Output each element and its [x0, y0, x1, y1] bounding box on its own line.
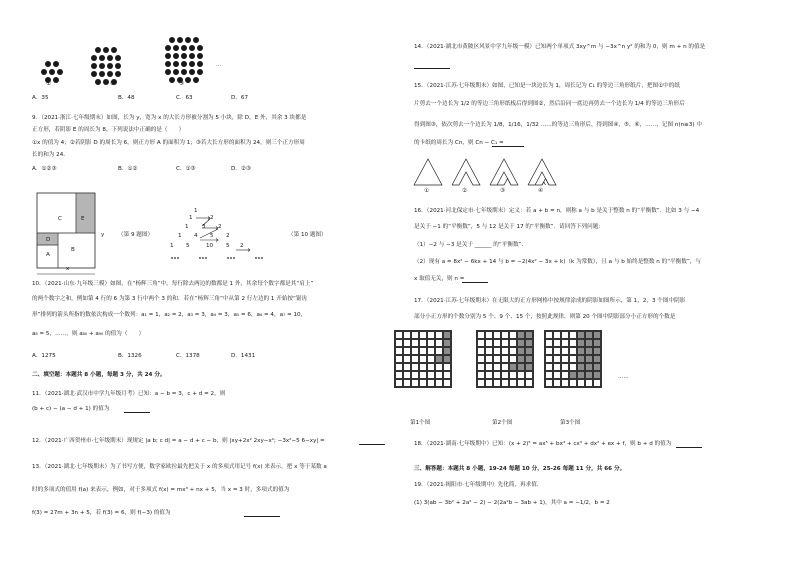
q9-label-b: B: [71, 247, 75, 253]
dot-pattern-2: [91, 47, 121, 85]
q10-tri-r4c4: 2: [226, 233, 230, 239]
q10-text-4: a₈ = 5，……，则 a₈₀ + a₉₀ 的值为（ ）: [32, 331, 145, 337]
q9-text-4: 长的和为 24．: [32, 152, 69, 158]
q9-option-a: A．①②③: [32, 166, 57, 172]
q8-fig-ellipsis: ...: [216, 62, 222, 68]
q10-tri-r3c3: 2: [218, 224, 222, 230]
q10-tri-r5c4: 5: [226, 243, 230, 249]
q16-text-1: 16．（2021·河北保定市·七年级期末）定义：若 a + b = n，则称 a 与 b 是关于整数 n 的“平衡数”．比如 3 与 −4: [414, 208, 700, 214]
q9-label-y: y: [101, 232, 105, 238]
q8-fig-label-2: ②: [110, 81, 116, 87]
q9-text-1: 9．（2021·浙江·七年级期末）如图，长为 y，宽为 x 的大长方形被分割为 5 小块，除 D，E 外，其余 3 块都是: [32, 115, 307, 121]
q17-grid-2: [476, 330, 534, 388]
q17-caption-3: 第3个图: [560, 420, 581, 426]
q15-text-4: 的卡纸的周长为 Cn，则 Cn − C₁ =: [414, 140, 504, 146]
q10-tri-r3c2: 3: [202, 224, 206, 230]
q14-answer-blank[interactable]: [414, 62, 450, 69]
q16-text-3: （1）−2 与 −3 是关于 ______ 的“平衡数”．: [414, 242, 528, 248]
q11-answer-blank[interactable]: [124, 406, 150, 413]
q10-tri-r5c2: 5: [186, 243, 190, 249]
q17-caption-2: 第2个图: [492, 420, 513, 426]
q13-text-3: f(3) = 27m + 3n + 5，若 f(3) = 6，则 f(−3) 的值为: [32, 510, 171, 516]
q8-option-c: C．63: [176, 95, 193, 101]
q9-text-3: ①x 的值为 4；②若阴影 D 的周长为 6，则正方形 A 的面积为 1；③若大长方形的面积为 24，则三个正方形周: [32, 140, 305, 146]
q10-option-b: B．1326: [118, 353, 142, 359]
q10-text-1: 10．（2021·山东·九年级三模）如图，在“杨辉三角”中，每行除去两边的数都是 1 外，其余每个数字都是其“肩上”: [32, 281, 314, 287]
q17-more-indicator: ......: [618, 374, 629, 380]
q10-tri-r4c2: 4: [194, 233, 198, 239]
q14-text: 14．（2021·湖北市黄陂区风景中学九年级一模）已知两个单项式 3xy^m 与 −3x^n y² 的和为 0，则 m + n 的值是: [414, 44, 706, 50]
q16-text-2: 是关于 −1 的“平衡数”，5 与 12 是关于 17 的“平衡数”．请回答下列问题：: [414, 224, 604, 230]
q12-text: 12．（2021·广西贺州市·七年级期末）现规定 |a b; c d| = a − d + c − b，则 |xy+2x² 2xy−x²; −3x²−5 6−xy| =: [32, 438, 325, 444]
q13-text-1: 13．（2021·湖北·七年级期末）为了书写方便，数学家欧拉最先把关于 x 的多项式用记号 f(x) 来表示，把 x 等于某数 a: [32, 464, 327, 470]
q8-fig-label-3: ③: [179, 81, 185, 87]
q16-answer-blank[interactable]: [462, 276, 488, 283]
q9-text-2: 正方形，若阴影 E 的周长为 8，下列说法中正确的是（ ）: [32, 127, 185, 133]
q8-dot-figures: [40, 38, 270, 93]
q15-triangle-1: [414, 159, 442, 185]
q15-text-3: 得到图③，依次剪去一个边长为 1/8，1/16，1/32 ……的等边三角形后，得到图④，⑤，⑥，……，记图 n(n≥3) 中: [414, 122, 702, 128]
q9-label-e: E: [81, 216, 85, 222]
q15-fig-label-3: ③: [500, 188, 506, 194]
q18-answer-blank[interactable]: [676, 441, 702, 448]
q13-answer-blank[interactable]: [244, 510, 280, 517]
q10-figure-caption: （第 10 题图）: [288, 232, 327, 238]
q10-ellipsis-dots: [170, 255, 270, 261]
q16-text-4: （2）现有 a = 8x² − 6kx + 14 与 b = −2(4x² − 3x + k)（k 为常数），且 a 与 b 始终是整数 n 的“平衡数”，与: [414, 259, 701, 265]
q15-triangle-figures: [410, 155, 590, 189]
q9-option-d: D．②③: [231, 166, 251, 172]
q11-text-2: (b + c) − (a − d + 1) 的值为: [32, 406, 110, 412]
q15-fig-label-1: ①: [424, 188, 430, 194]
q9-figure-caption: （第 9 题图）: [118, 232, 154, 238]
q9-option-b: B．①②: [118, 166, 138, 172]
q8-option-d: D．67: [231, 95, 249, 101]
q10-option-c: C．1378: [176, 353, 200, 359]
section-2-heading: 二、填空题：本题共 8 小题，每题 3 分，共 24 分。: [32, 372, 166, 378]
q10-option-d: D．1431: [231, 353, 256, 359]
q9-label-c: C: [58, 216, 62, 222]
q10-tri-r4c3: 5: [210, 233, 214, 239]
q10-tri-r2c1: 1: [189, 215, 193, 221]
q8-option-a: A．35: [32, 95, 49, 101]
q10-tri-r5c3: 10: [206, 243, 214, 249]
q19-text-1: 19．（2021·揭阳市·七年级期中）先化简，再求值．: [414, 482, 543, 488]
q8-option-b: B．48: [118, 95, 135, 101]
q10-tri-r1: 1: [194, 208, 198, 214]
left-column: [26, 0, 381, 562]
q17-grid-1: [394, 330, 452, 388]
q15-text-1: 15．（2021·江苏·七年级期末）如图，已知是一块边长为 1，周长记为 C₁ 的等边三角形纸片，把图①中的纸: [414, 83, 680, 89]
q9-label-a: A: [46, 252, 50, 258]
q10-text-2: 的两个数字之和，例如第 4 行的 6 为第 3 行中两个 3 的和．若在“杨辉三角”中从第 2 行左边的 1 开始按“锯齿: [32, 296, 308, 302]
q17-text-2: 部分小正方形的个数分别为 5 个、9 个、15 个，按照此规律，则第 20 个图中阴影部分小正方形的个数是: [414, 314, 676, 320]
q10-tri-r4c1: 1: [178, 233, 182, 239]
q11-text-1: 11．（2021·湖北·武汉市中学九年级月考）已知：a − b = 3，c + d = 2，则: [32, 391, 226, 397]
q8-fig-label-1: ①: [46, 81, 52, 87]
q15-fig-label-4: ④: [538, 188, 544, 194]
q10-option-a: A．1275: [32, 353, 56, 359]
q10-triangle-arrows: [166, 210, 276, 260]
q15-fig-label-2: ②: [462, 188, 468, 194]
q15-text-2: 片剪去一个边长为 1/2 的等边三角形纸板后得到图②，然后沿同一底边再剪去一个边长为 1/4 的等边三角形后: [414, 101, 685, 107]
q10-tri-r3c1: 1: [185, 224, 189, 230]
q15-triangle-2: [452, 159, 480, 185]
q17-grid-3: [544, 330, 602, 388]
q17-text-1: 17．（2021·江苏·七年级期末）在无限大的正方形网格中按规律涂成的阴影如图所示，第 1，2，3 个图中阴影: [414, 298, 686, 304]
q9-label-x: x: [66, 266, 70, 272]
q13-text-2: 时的多项式的值用 f(a) 来表示，例如，对于多项式 f(x) = mx³ + nx + 5，当 x = 3 时，多项式的值为: [32, 487, 290, 493]
dot-pattern-1: [41, 61, 63, 83]
q15-answer-blank[interactable]: [492, 140, 524, 147]
section-3-heading: 三、解答题：本题共 8 小题，19-24 每题 10 分，25-26 每题 11 分，共 66 分。: [414, 466, 626, 472]
dot-pattern-3: [165, 37, 203, 83]
right-column: [410, 0, 769, 562]
q9-label-d: D: [46, 237, 51, 243]
q10-tri-r5c1: 1: [170, 243, 174, 249]
q9-option-c: C．①③: [176, 166, 196, 172]
q10-text-3: 形”排列的箭头所指的数依次构成一个数列：a₁ = 1，a₂ = 2，a₃ = 3，a₄ = 3，a₅ = 6，a₆ = 4，a₇ = 10，: [32, 312, 307, 318]
q17-caption-1: 第1个图: [410, 420, 431, 426]
q16-text-5: x 取值无关，则 n =: [414, 276, 465, 282]
q19-text-2: (1) 3(ab − 3b² + 2a² − 2) − 2(2a²b − 3ab + 1)，其中 a = −1/2，b = 2: [414, 500, 610, 506]
q10-tri-r5c5: 2: [240, 243, 244, 249]
q12-answer-blank[interactable]: [359, 438, 385, 445]
q10-tri-r2c2: 2: [210, 215, 214, 221]
q18-text: 18．（2021·湖南·七年级期中）已知：(x + 2)⁵ = ax⁵ + bx⁴ + cx³ + dx² + ex + f，则 b + d 的值为: [414, 441, 672, 447]
